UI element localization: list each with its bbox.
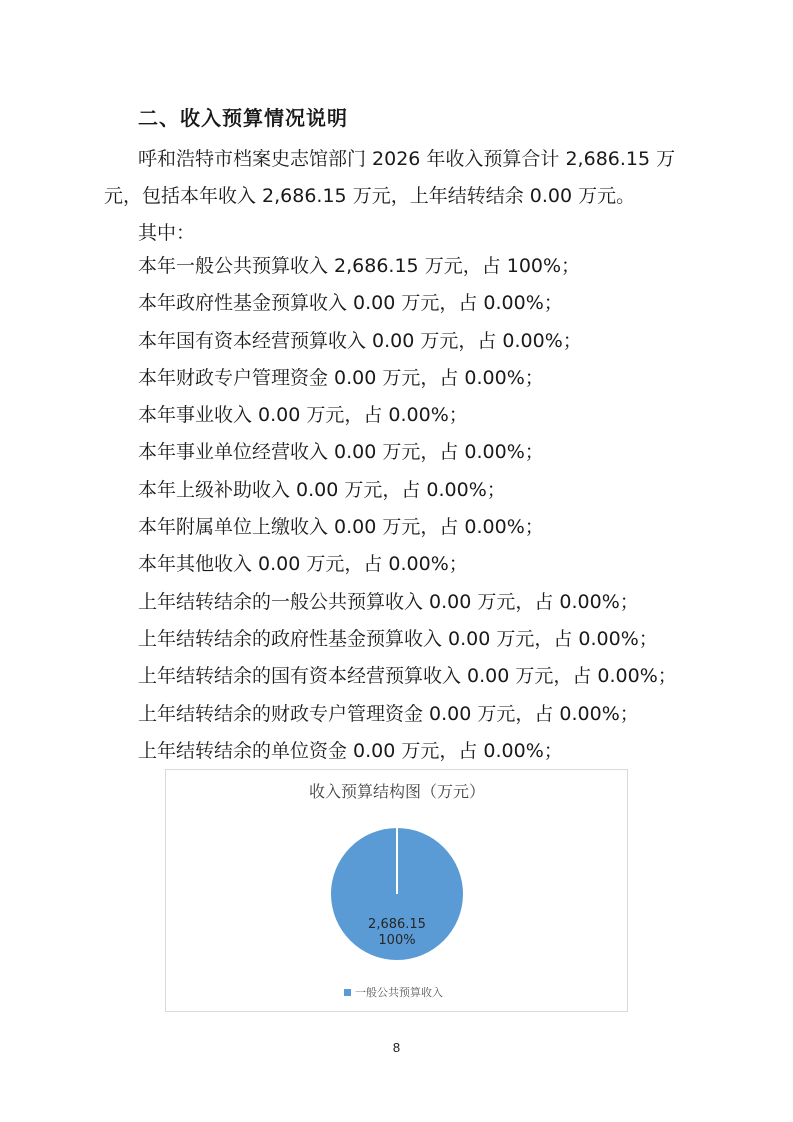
intro-line-1: 呼和浩特市档案史志馆部门 2026 年收入预算合计 2,686.15 万	[138, 148, 676, 170]
income-item: 上年结转结余的一般公共预算收入 0.00 万元，占 0.00%；	[138, 590, 639, 613]
pie-data-label-value: 2,686.15	[368, 917, 426, 932]
income-item-list	[138, 248, 677, 770]
income-item: 上年结转结余的政府性基金预算收入 0.00 万元，占 0.00%；	[138, 627, 658, 650]
pie-data-label-percent: 100%	[378, 933, 416, 948]
income-item: 本年事业收入 0.00 万元，占 0.00%；	[138, 404, 468, 427]
income-item: 上年结转结余的单位资金 0.00 万元，占 0.00%；	[138, 739, 563, 762]
income-item: 上年结转结余的国有资本经营预算收入 0.00 万元，占 0.00%；	[138, 665, 677, 688]
intro-line-2: 元，包括本年收入 2,686.15 万元，上年结转结余 0.00 万元。	[104, 185, 636, 207]
legend-label: 一般公共预算收入	[355, 986, 443, 999]
among-label: 其中：	[138, 222, 196, 244]
legend-swatch	[344, 989, 351, 996]
income-item: 本年政府性基金预算收入 0.00 万元，占 0.00%；	[138, 292, 563, 315]
income-item: 本年国有资本经营预算收入 0.00 万元，占 0.00%；	[138, 329, 582, 352]
income-item: 本年财政专户管理资金 0.00 万元，占 0.00%；	[138, 366, 544, 389]
income-item: 本年事业单位经营收入 0.00 万元，占 0.00%；	[138, 441, 544, 464]
chart-title: 收入预算结构图（万元）	[308, 782, 486, 801]
page-number: 8	[392, 1040, 401, 1055]
intro-paragraph	[104, 141, 704, 252]
pie-chart-svg	[166, 770, 627, 1011]
section-heading: 二、收入预算情况说明	[138, 106, 348, 130]
income-item: 本年附属单位上缴收入 0.00 万元，占 0.00%；	[138, 516, 544, 539]
income-item: 本年上级补助收入 0.00 万元，占 0.00%；	[138, 478, 506, 501]
income-item: 本年其他收入 0.00 万元，占 0.00%；	[138, 553, 468, 576]
income-item: 上年结转结余的财政专户管理资金 0.00 万元，占 0.00%；	[138, 702, 639, 725]
income-structure-chart	[165, 769, 628, 1012]
income-item: 本年一般公共预算收入 2,686.15 万元，占 100%；	[138, 255, 581, 277]
